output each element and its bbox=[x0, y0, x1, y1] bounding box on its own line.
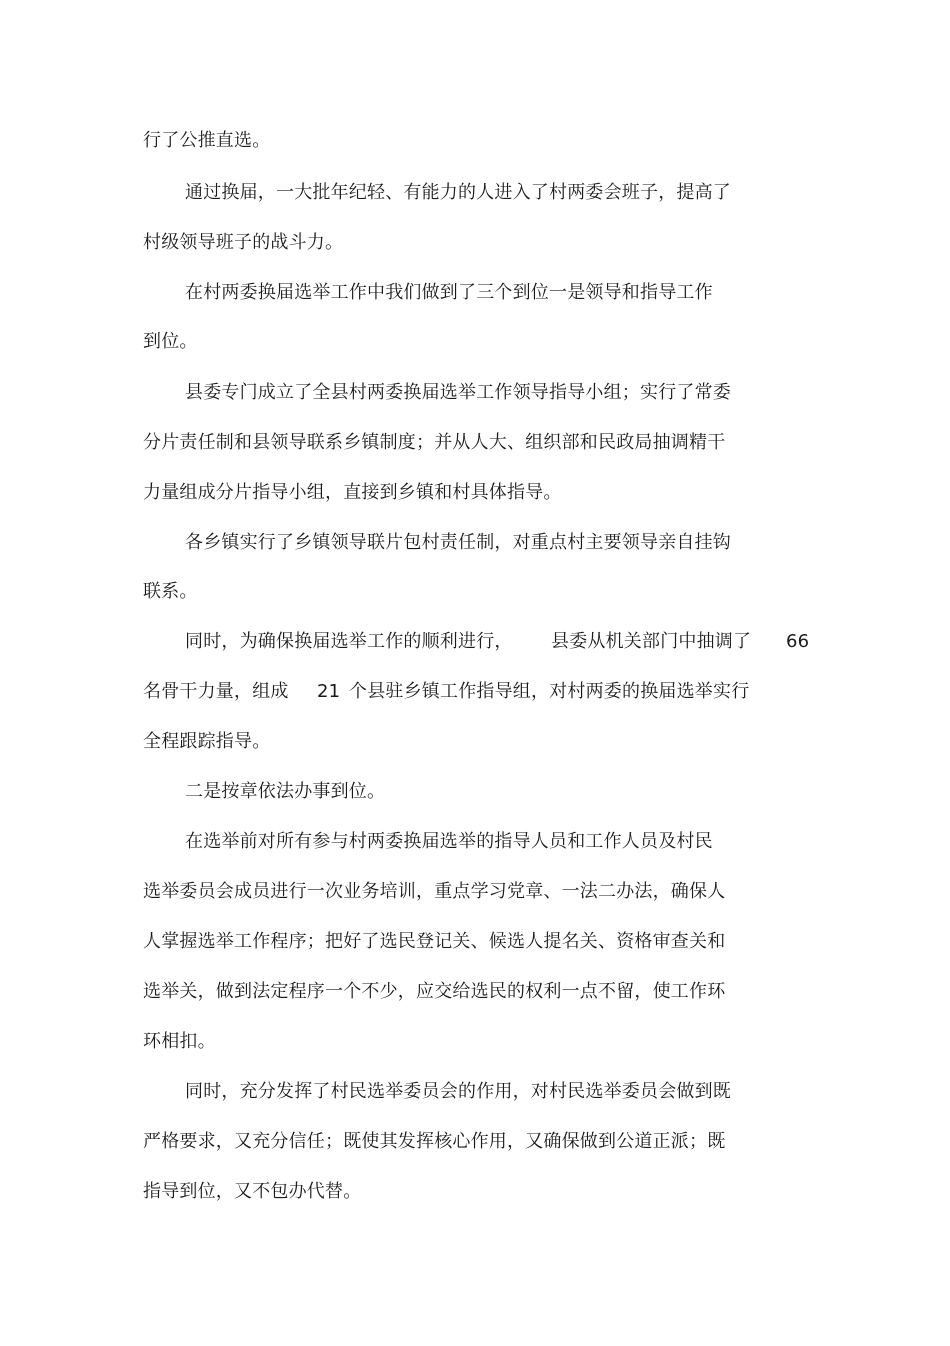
paragraph-7-line-1: 二是按章依法办事到位。 bbox=[185, 781, 386, 802]
paragraph-6-line-2-part-2: 个县驻乡镇工作指导组，对村两委的换届选举实行 bbox=[349, 681, 750, 702]
paragraph-6-number-66: 66 bbox=[786, 631, 810, 652]
paragraph-8-line-2: 选举委员会成员进行一次业务培训，重点学习党章、一法二办法，确保人 bbox=[143, 881, 726, 902]
paragraph-6-line-3: 全程跟踪指导。 bbox=[143, 731, 271, 752]
paragraph-1-line-1: 行了公推直选。 bbox=[143, 130, 271, 151]
paragraph-8-line-4: 选举关，做到法定程序一个不少，应交给选民的权利一点不留，使工作环 bbox=[143, 981, 726, 1002]
paragraph-6-line-1-part-1: 同时，为确保换届选举工作的顺利进行， bbox=[185, 631, 513, 652]
paragraph-4-line-1: 县委专门成立了全县村两委换届选举工作领导指导小组；实行了常委 bbox=[185, 382, 731, 403]
paragraph-4-line-3: 力量组成分片指导小组，直接到乡镇和村具体指导。 bbox=[143, 482, 562, 503]
paragraph-9-line-3: 指导到位，又不包办代替。 bbox=[143, 1181, 362, 1202]
paragraph-6-line-1-part-2: 县委从机关部门中抽调了 bbox=[551, 631, 752, 652]
paragraph-4-line-2: 分片责任制和县领导联系乡镇制度；并从人大、组织部和民政局抽调精干 bbox=[143, 432, 726, 453]
paragraph-9-line-1: 同时，充分发挥了村民选举委员会的作用，对村民选举委员会做到既 bbox=[185, 1081, 731, 1102]
paragraph-6-number-21: 21 bbox=[317, 681, 341, 702]
paragraph-8-line-3: 人掌握选举工作程序；把好了选民登记关、候选人提名关、资格审查关和 bbox=[143, 931, 726, 952]
paragraph-6-line-2-part-1: 名骨干力量，组成 bbox=[143, 681, 289, 702]
paragraph-2-line-2: 村级领导班子的战斗力。 bbox=[143, 232, 344, 253]
paragraph-8-line-5: 环相扣。 bbox=[143, 1031, 216, 1052]
paragraph-5-line-1: 各乡镇实行了乡镇领导联片包村责任制，对重点村主要领导亲自挂钩 bbox=[185, 532, 731, 553]
paragraph-3-line-1: 在村两委换届选举工作中我们做到了三个到位一是领导和指导工作 bbox=[185, 282, 713, 303]
paragraph-9-line-2: 严格要求，又充分信任；既使其发挥核心作用，又确保做到公道正派；既 bbox=[143, 1131, 726, 1152]
paragraph-5-line-2: 联系。 bbox=[143, 581, 198, 602]
paragraph-2-line-1: 通过换届，一大批年纪轻、有能力的人进入了村两委会班子，提高了 bbox=[185, 182, 731, 203]
paragraph-3-line-2: 到位。 bbox=[143, 331, 198, 352]
paragraph-8-line-1: 在选举前对所有参与村两委换届选举的指导人员和工作人员及村民 bbox=[185, 831, 713, 852]
